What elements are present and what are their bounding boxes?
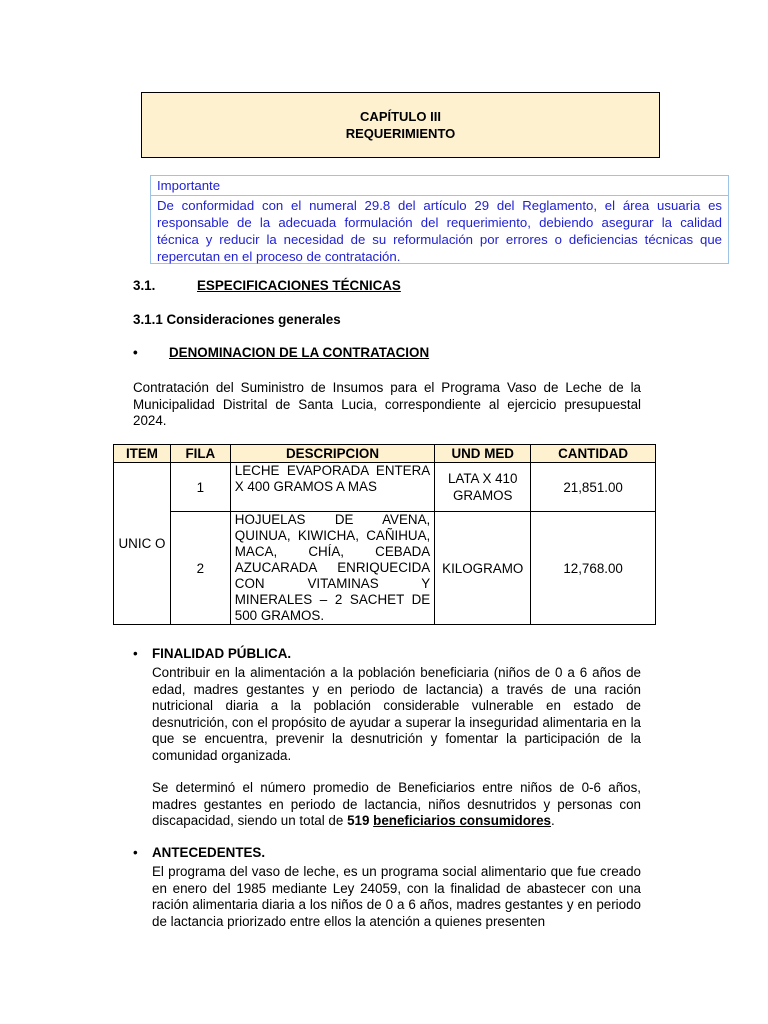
bullet-icon: • <box>133 345 138 360</box>
fila-cell: 1 <box>170 463 230 512</box>
finalidad-section <box>133 646 641 836</box>
important-note-box <box>150 175 729 264</box>
table-row <box>114 463 656 512</box>
und-med-cell: LATA X 410 GRAMOS <box>435 463 531 512</box>
beneficiaries-label: beneficiarios consumidores <box>373 813 551 829</box>
finalidad-title: FINALIDAD PÚBLICA. <box>152 646 292 661</box>
antecedentes-title: ANTECEDENTES. <box>152 845 266 860</box>
section-3-1-1-heading: 3.1.1 Consideraciones generales <box>133 312 341 327</box>
table-row <box>114 512 656 625</box>
finalidad-paragraph-2 <box>152 780 641 830</box>
denominacion-paragraph: Contratación del Suministro de Insumos para el Programa Vaso de Leche de la Municipalidad Distrital de Santa Lucia, correspondiente al ejercicio presupuestal 2024. <box>133 380 641 428</box>
header-fila: FILA <box>170 445 230 463</box>
descripcion-cell: HOJUELAS DE AVENA, QUINUA, KIWICHA, CAÑIHUA, MACA, CHÍA, CEBADA AZUCARADA ENRIQUECIDA CON VITAMINAS Y MINERALES – 2 SACHET DE 500 GRAMOS. <box>230 512 434 625</box>
important-note-text: De conformidad con el numeral 29.8 del artículo 29 del Reglamento, el área usuaria es responsable de la adecuada formulación del requerimiento, debiendo asegurar la calidad técnica y reducir la necesidad de su reformulación por errores o deficiencias técnicas que repercutan en el proceso de contratación. <box>157 198 722 264</box>
cantidad-cell: 12,768.00 <box>531 512 656 625</box>
beneficiaries-count: 519 <box>347 813 370 829</box>
header-item: ITEM <box>114 445 171 463</box>
antecedentes-section <box>133 845 641 935</box>
descripcion-cell: LECHE EVAPORADA ENTERA X 400 GRAMOS A MAS <box>230 463 434 512</box>
important-note-title: Importante <box>151 176 728 196</box>
section-title: ESPECIFICACIONES TÉCNICAS <box>197 278 401 293</box>
section-number: 3.1. <box>133 278 156 293</box>
header-cantidad: CANTIDAD <box>531 445 656 463</box>
denominacion-title: DENOMINACION DE LA CONTRATACION <box>169 345 430 360</box>
finalidad-paragraph-2-end: . <box>551 813 555 829</box>
bullet-icon: • <box>133 845 138 860</box>
chapter-number: CAPÍTULO III <box>360 109 441 124</box>
items-table <box>113 444 656 625</box>
antecedentes-paragraph: El programa del vaso de leche, es un programa social alimentario que fue creado en enero del 1985 mediante Ley 24059, con la finalidad de abastecer con una ración alimentaria diaria a los niños de 0 a 6 años, madres gestantes y en periodo de lactancia priorizado entre ellos la atención a quienes presenten <box>152 864 641 929</box>
chapter-header-box <box>141 92 660 158</box>
bullet-icon: • <box>133 646 138 661</box>
item-cell: UNIC O <box>114 463 171 625</box>
header-descripcion: DESCRIPCION <box>230 445 434 463</box>
denominacion-heading <box>133 345 429 360</box>
finalidad-paragraph-1: Contribuir en la alimentación a la población beneficiaria (niños de 0 a 6 años de edad, madres gestantes y en periodo de lactancia) a través de una ración nutricional diaria a la población considerable vulnerable en estado de desnutrición, con el propósito de ayudar a superar la inseguridad alimentaria en la que se encuentra, prevenir la desnutrición y fomentar la participación de la comunidad organizada. <box>152 665 641 763</box>
fila-cell: 2 <box>170 512 230 625</box>
und-med-cell: KILOGRAMO <box>435 512 531 625</box>
table-header-row <box>114 445 656 463</box>
finalidad-paragraph-2-text: Se determinó el número promedio de Beneficiarios entre niños de 0-6 años, madres gestantes en periodo de lactancia, niños desnutridos y personas con discapacidad, siendo un total de <box>152 780 641 829</box>
header-und-med: UND MED <box>435 445 531 463</box>
cantidad-cell: 21,851.00 <box>531 463 656 512</box>
chapter-title: REQUERIMIENTO <box>345 126 456 141</box>
section-3-1-heading <box>133 278 401 293</box>
